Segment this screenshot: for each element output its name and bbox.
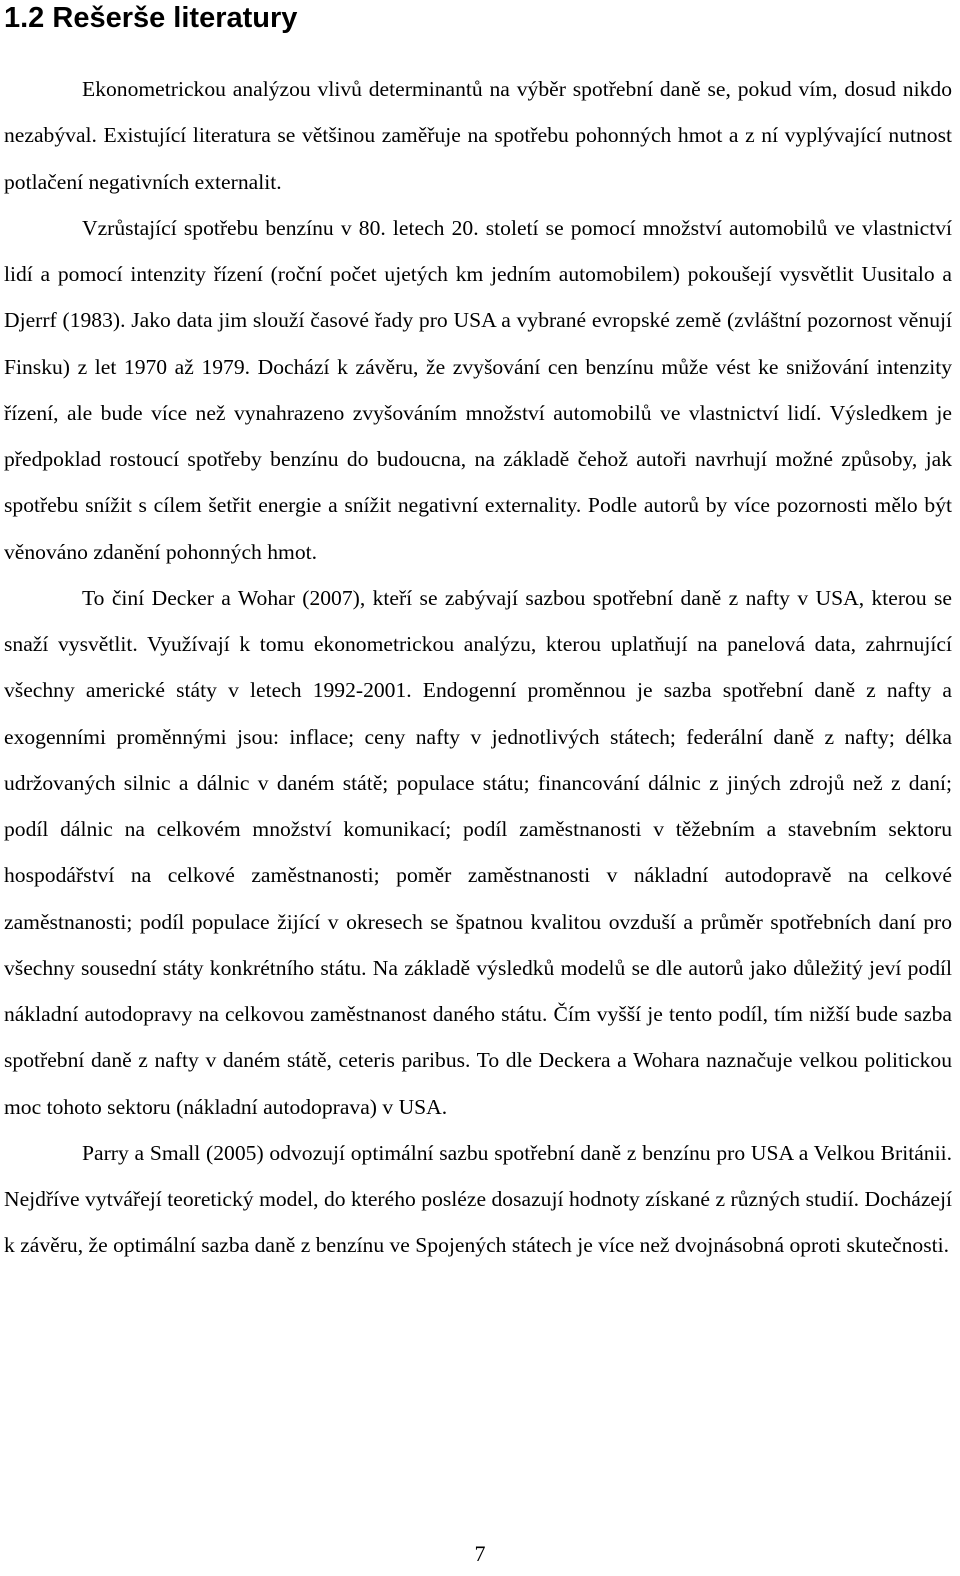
paragraph-parry-small: Parry a Small (2005) odvozují optimální sazbu spotřební daně z benzínu pro USA a Velkou Británii. Nejdříve vytvářejí teoretický model, do kterého posléze dosazují hodnoty získané z různých studií. Docházejí k závěru, že optimální sazba daně z benzínu ve Spojených státech je více než dvojnásobná oproti skutečnosti.	[4, 1140, 952, 1258]
paragraph-intro: Ekonometrickou analýzou vlivů determinantů na výběr spotřební daně se, pokud vím, dosud nikdo nezabýval. Existující literatura se většinou zaměřuje na spotřebu pohonných hmot a z ní vyplývající nutnost potlačení negativních externalit.	[4, 77, 952, 194]
paragraph-uusitalo-djerrf: Vzrůstající spotřebu benzínu v 80. letech 20. století se pomocí množství automobilů ve vlastnictví lidí a pomocí intenzity řízení (roční počet ujetých km jedním automobilem) pokoušejí vysvětlit Uusitalo a Djerrf (1983). Jako data jim slouží časové řady pro USA a vybrané evropské země (zvláštní pozornost věnují Finsku) z let 1970 až 1979. Dochází k závěru, že zvyšování cen benzínu může vést ke snižování intenzity řízení, ale bude více než vynahrazeno zvyšováním množství automobilů ve vlastnictví lidí. Výsledkem je předpoklad rostoucí spotřeby benzínu do budoucna, na základě čehož autoři navrhují možné způsoby, jak spotřebu snížit s cílem šetřit energie a snížit negativní externality. Podle autorů by více pozornosti mělo být věnováno zdanění pohonných hmot.	[4, 215, 952, 564]
section-heading: 1.2 Rešerše literatury	[4, 2, 298, 34]
document-page	[4, 0, 952, 1269]
paragraph-decker-wohar: To činí Decker a Wohar (2007), kteří se zabývají sazbou spotřební daně z nafty v USA, kterou se snaží vysvětlit. Využívají k tomu ekonometrickou analýzu, kterou uplatňují na panelová data, zahrnující všechny americké státy v letech 1992-2001. Endogenní proměnnou je sazba spotřební daně z nafty a exogenními proměnnými jsou: inflace; ceny nafty v jednotlivých státech; federální daně z nafty; délka udržovaných silnic a dálnic v daném státě; populace státu; financování dálnic z jiných zdrojů než z daní; podíl dálnic na celkovém množství komunikací; podíl zaměstnanosti v těžebním a stavebním sektoru hospodářství na celkové zaměstnanosti; poměr zaměstnanosti v nákladní autodopravě na celkové zaměstnanosti; podíl populace žijící v okresech se špatnou kvalitou ovzduší a průměr spotřebních daní pro všechny sousední státy konkrétního státu. Na základě výsledků modelů se dle autorů jako důležitý jeví podíl nákladní autodopravy na celkovou zaměstnanost daného státu. Čím vyšší je tento podíl, tím nižší bude sazba spotřební daně z nafty v daném státě, ceteris paribus. To dle Deckera a Wohara naznačuje velkou politickou moc tohoto sektoru (nákladní autodoprava) v USA.	[4, 585, 952, 1119]
page-number: 7	[474, 1541, 486, 1566]
